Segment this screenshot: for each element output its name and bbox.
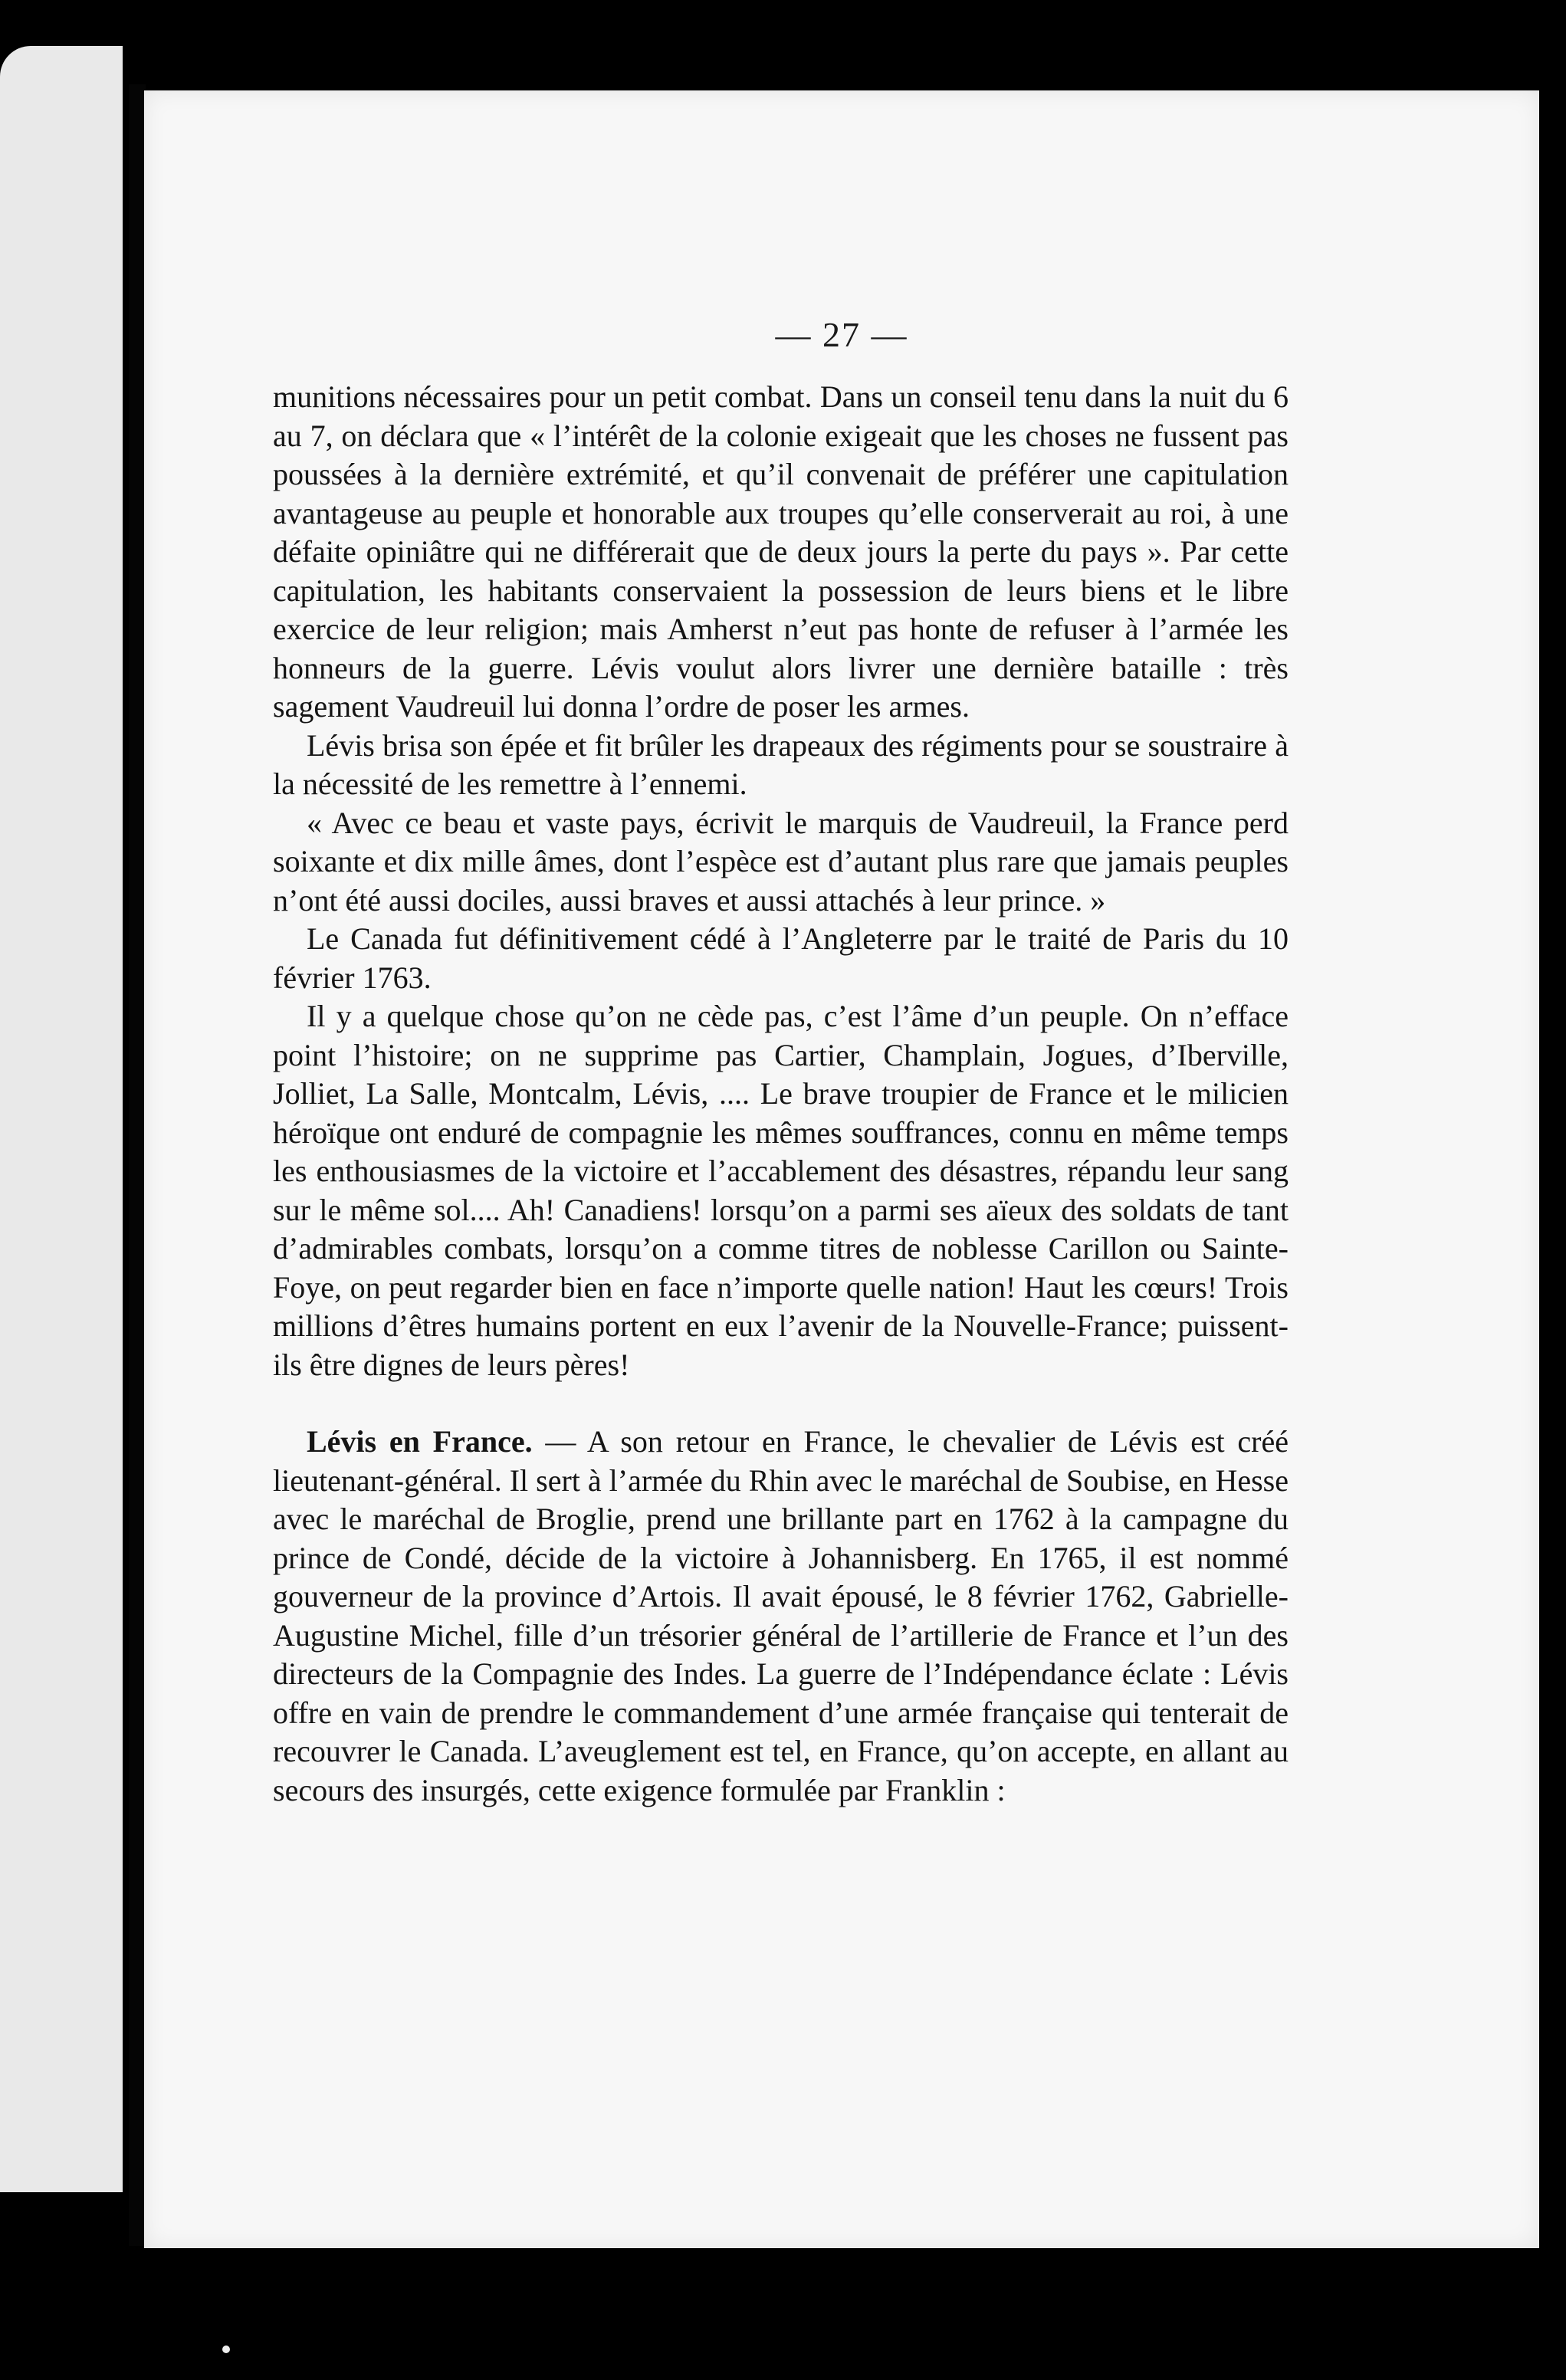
scan-speck [222, 2346, 230, 2353]
paragraph-2: Lévis brisa son épée et fit brûler les drapeaux des régiments pour se soustraire à la nécessité de les remettre à l’ennemi. [273, 727, 1289, 801]
section-text: — A son retour en France, le chevalier de Lévis est créé lieutenant-général. Il sert à l’armée du Rhin avec le maréchal de Soubise, en Hesse avec le maréchal de Broglie, prend une brillante part en 1762 à la campagne du prince de Condé, décide de la victoire à Johannisberg. En 1765, il est nommé gouverneur de la province d’Artois. Il avait épousé, le 8 février 1762, Gabrielle-Augustine Michel, fille d’un trésorier général de l’artillerie de France et l’un des directeurs de la Compagnie des Indes. La guerre de l’Indépendance éclate : Lévis offre en vain de prendre le commandement d’une armée française qui tenterait de recouvrer le Canada. L’aveuglement est tel, en France, qu’on accepte, en allant au secours des insurgés, cette exigence formulée par Franklin : [273, 1424, 1289, 1807]
section-heading: Lévis en France. [307, 1424, 533, 1459]
paragraph-3: « Avec ce beau et vaste pays, écrivit le marquis de Vaudreuil, la France perd soixante et dix mille âmes, dont l’espèce est d’autant plus rare que jamais peuples n’ont été aussi dociles, aussi braves et aussi attachés à leur prince. » [273, 805, 1289, 918]
body-text [273, 378, 1289, 1810]
paragraph-1: munitions nécessaires pour un petit combat. Dans un conseil tenu dans la nuit du 6 au 7, on déclara que « l’intérêt de la colonie exigeait que les choses ne fussent pas poussées à la dernière extrémité, et qu’il convenait de préférer une capitulation avantageuse au peuple et honorable aux troupes qu’elle conserverait au roi, à une défaite opiniâtre qui ne différerait que de deux jours la perte du pays ». Par cette capitulation, les habitants conservaient la possession de leurs biens et le libre exercice de leur religion; mais Amherst n’eut pas honte de refuser à l’armée les honneurs de la guerre. Lévis voulut alors livrer une dernière bataille : très sagement Vaudreuil lui donna l’ordre de poser les armes. [273, 379, 1289, 724]
section-paragraph [273, 1423, 1289, 1810]
page-number: — 27 — [775, 315, 908, 354]
adjacent-page-edge [0, 46, 123, 2192]
book-spine [129, 84, 146, 2246]
book-page [144, 90, 1539, 2248]
paragraph-5: Il y a quelque chose qu’on ne cède pas, c’est l’âme d’un peuple. On n’efface point l’histoire; on ne supprime pas Cartier, Champlain, Jogues, d’Iberville, Jolliet, La Salle, Montcalm, Lévis, .... Le brave troupier de France et le milicien héroïque ont enduré de compagnie les mêmes souffrances, connu en même temps les enthousiasmes de la victoire et l’accablement des désastres, répandu leur sang sur le même sol.... Ah! Canadiens! lorsqu’on a parmi ses aïeux des soldats de tant d’admirables combats, lorsqu’on a comme titres de noblesse Carillon ou Sainte-Foye, on peut regarder bien en face n’importe quelle nation! Haut les cœurs! Trois millions d’êtres humains portent en eux l’avenir de la Nouvelle-France; puissent-ils être dignes de leurs pères! [273, 999, 1289, 1382]
paragraph-4: Le Canada fut définitivement cédé à l’Angleterre par le traité de Paris du 10 février 1763. [273, 921, 1289, 995]
